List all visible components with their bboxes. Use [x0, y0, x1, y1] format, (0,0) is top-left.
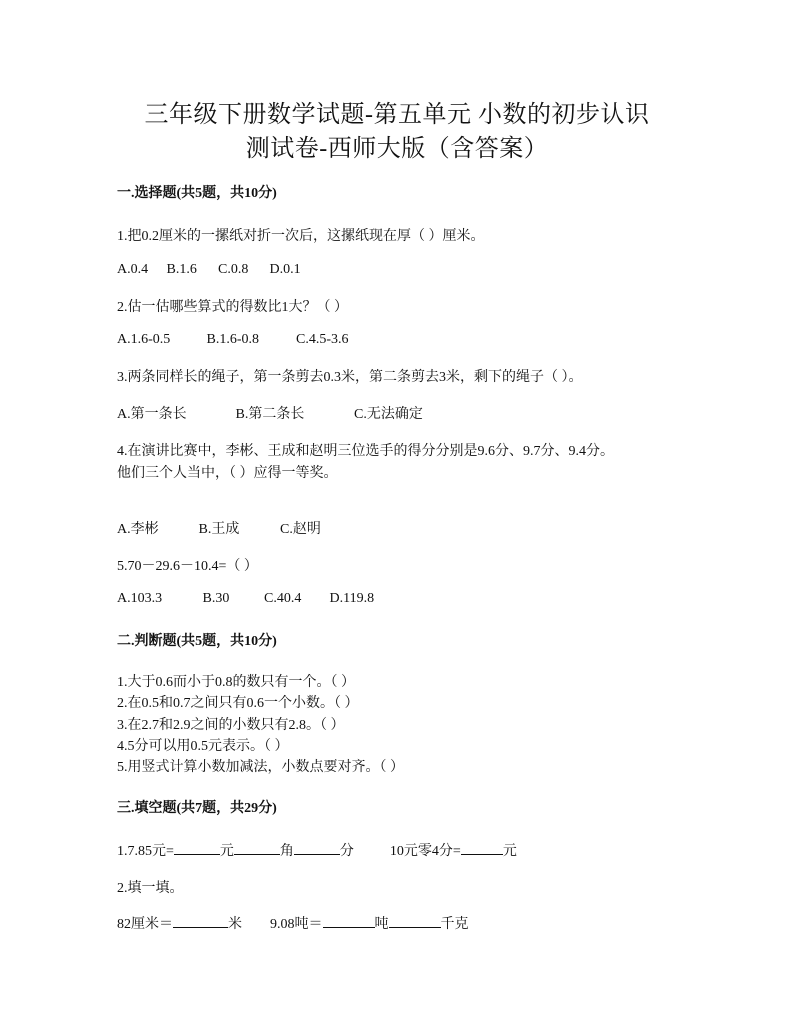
judgement-item-4: 4.5分可以用0.5元表示。（ ）	[117, 739, 289, 754]
fill-question-2	[117, 913, 469, 933]
question-4-text-line1: 4.在演讲比赛中，李彬、王成和赵明三位选手的得分分别是9.6分、9.7分、9.4分。	[117, 444, 614, 459]
option-b: B.1.6	[166, 262, 197, 277]
question-2-options	[117, 332, 349, 348]
question-1-text: 1.把0.2厘米的一摞纸对折一次后，这摞纸现在厚（ ）厘米。	[117, 229, 485, 244]
document-title-line1: 三年级下册数学试题-第五单元 小数的初步认识	[144, 102, 650, 128]
question-3-text: 3.两条同样长的绳子，第一条剪去0.3米，第二条剪去3米，剩下的绳子（ ）。	[117, 370, 583, 385]
question-5-options	[117, 591, 374, 607]
option-a: A.第一条长	[117, 407, 187, 422]
unit-label: 米	[228, 917, 242, 932]
question-4-options	[117, 518, 321, 538]
option-c: C.4.5-3.6	[296, 332, 349, 347]
fill-question-2-text: 2.填一填。	[117, 881, 184, 896]
option-a: A.103.3	[117, 591, 163, 606]
answer-blank[interactable]	[389, 913, 441, 928]
fill-q2-part2-prefix: 9.08吨＝	[270, 917, 323, 932]
judgement-item-2: 2.在0.5和0.7之间只有0.6一个小数。（ ）	[117, 696, 359, 711]
option-d: D.119.8	[329, 591, 375, 606]
unit-label: 分	[339, 844, 354, 859]
judgement-item-3: 3.在2.7和2.9之间的小数只有2.8。（ ）	[117, 718, 345, 733]
judgement-item-5: 5.用竖式计算小数加减法，小数点要对齐。（ ）	[117, 760, 404, 775]
answer-blank[interactable]	[323, 913, 375, 928]
option-b: B.30	[202, 591, 230, 606]
section-heading-fill-blank: 三.填空题(共7题，共29分)	[117, 801, 277, 816]
answer-blank[interactable]	[173, 913, 228, 928]
option-b: B.1.6-0.8	[206, 332, 259, 347]
option-d: D.0.1	[269, 262, 301, 277]
option-a: A.1.6-0.5	[117, 332, 171, 347]
fill-question-1	[117, 840, 517, 860]
option-c: C.0.8	[218, 262, 249, 277]
option-c: C.无法确定	[354, 407, 423, 422]
unit-label: 元	[219, 844, 234, 859]
question-3-options	[117, 403, 423, 423]
question-2-text: 2.估一估哪些算式的得数比1大？（ ）	[117, 300, 348, 315]
option-b: B.王成	[198, 522, 240, 537]
document-title-line2: 测试卷-西师大版（含答案）	[245, 136, 549, 162]
unit-label: 吨	[374, 917, 389, 932]
answer-blank[interactable]	[174, 840, 220, 855]
section-heading-choice: 一.选择题(共5题，共10分)	[117, 186, 277, 201]
option-a: A.李彬	[117, 522, 159, 537]
question-4-text-line2: 他们三个人当中，（ ）应得一等奖。	[117, 466, 338, 481]
option-c: C.赵明	[280, 522, 321, 537]
fill-q1-part2-prefix: 10元零4分=	[389, 844, 461, 859]
fill-q2-prefix: 82厘米＝	[117, 917, 173, 932]
unit-label: 千克	[440, 917, 469, 932]
question-5-text: 5.70－29.6－10.4=（ ）	[117, 559, 258, 574]
option-c: C.40.4	[264, 591, 302, 606]
answer-blank[interactable]	[461, 840, 503, 855]
unit-label: 角	[279, 844, 294, 859]
answer-blank[interactable]	[234, 840, 280, 855]
unit-label: 元	[502, 844, 517, 859]
question-1-options	[117, 262, 301, 278]
option-a: A.0.4	[117, 262, 149, 277]
fill-q1-prefix: 1.7.85元=	[117, 844, 174, 859]
answer-blank[interactable]	[294, 840, 340, 855]
judgement-item-1: 1.大于0.6而小于0.8的数只有一个。（ ）	[117, 675, 355, 690]
section-heading-judgement: 二.判断题(共5题，共10分)	[117, 634, 277, 649]
option-b: B.第二条长	[235, 407, 305, 422]
